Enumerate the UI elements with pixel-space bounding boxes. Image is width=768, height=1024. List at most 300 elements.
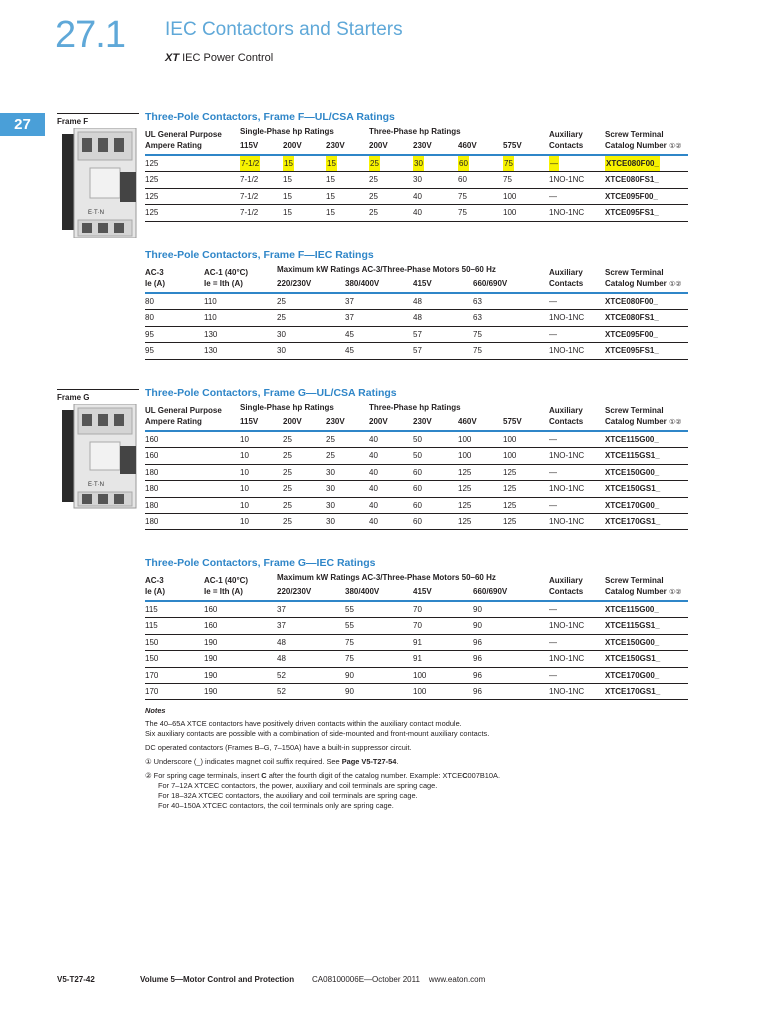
aux-contacts: 1NO-1NC [549,621,585,631]
kw-380v: 45 [345,329,354,339]
table-row [145,327,688,343]
header-ul-b: Ampere Rating [145,141,202,150]
hp-115v: 7-1/2 [240,175,259,185]
table-body [145,156,688,222]
aux-contacts: — [549,467,557,477]
table-row [145,684,688,700]
header-aux-a: Auxiliary [549,130,583,139]
catalog-number: XTCE150G00_ [605,467,660,477]
table-row [145,514,688,530]
hp-460v: 125 [458,467,472,477]
header-220v: 220/230V [277,279,312,288]
catalog-number: XTCE150G00_ [605,637,660,647]
header-single-phase: Single-Phase hp Ratings [240,127,334,136]
header-115v: 115V [240,141,259,150]
hp-115v: 7-1/2 [240,156,260,171]
table-row [145,635,688,651]
aux-contacts: 1NO-1NC [549,654,585,664]
kw-415v: 70 [413,605,422,614]
footnote-1-end: . [396,757,399,766]
kw-415v: 48 [413,313,422,323]
header-ac1: AC-1 (40°C) [204,576,249,585]
header-200v-3ph: 200V [369,417,388,426]
header-cat-text: Catalog Number [605,417,667,426]
chapter-tab: 27 [0,113,45,136]
frame-g-contactor-image [62,404,140,510]
hp-3ph-200v: 40 [369,467,378,477]
footnote-2-line: For 7–12A XTCEC contactors, the power, auxiliary and coil terminals are spring cage. [158,781,438,790]
table-title: Three-Pole Contactors, Frame G—UL/CSA Ratings [145,387,397,399]
hp-230v: 30 [326,467,335,477]
header-aux-b: Contacts [549,279,584,288]
footnote-2-text-d: 007B10A. [467,771,500,780]
hp-230v: 15 [326,208,335,218]
header-ul-b: Ampere Rating [145,417,202,426]
hp-3ph-230v: 60 [413,516,422,526]
ampere-rating: 180 [145,500,159,510]
hp-460v: 75 [458,191,467,201]
kw-415v: 91 [413,654,422,664]
kw-415v: 48 [413,297,422,306]
header-ac3: AC-3 [145,576,164,585]
hp-115v: 10 [240,484,249,494]
table-title: Three-Pole Contactors, Frame F—IEC Ratings [145,249,374,261]
catalog-number: XTCE115G00_ [605,435,659,444]
hp-3ph-230v: 30 [413,156,424,171]
catalog-number: XTCE150GS1_ [605,654,661,664]
footnote-2-line: For 18–32A XTCEC contactors, the auxiliary and coil terminals are spring cage. [158,791,418,800]
hp-200v: 15 [283,208,292,218]
header-cat-a: Screw Terminal [605,268,664,277]
hp-575v: 100 [503,191,517,201]
header-cat-text: Catalog Number [605,279,667,288]
header-cat-b [605,417,682,428]
footnote-2-letter-b: C [462,771,468,780]
ampere-rating: 160 [145,435,159,444]
footnote-2-text: ② For spring cage terminals, insert [145,771,262,780]
hp-3ph-230v: 50 [413,451,422,461]
table-body [145,294,688,360]
kw-220v: 25 [277,297,286,306]
aux-contacts: 1NO-1NC [549,451,585,461]
header-415v: 415V [413,279,432,288]
kw-660v: 90 [473,605,482,614]
hp-200v: 25 [283,467,292,477]
footnote-1 [145,757,685,767]
frame-f-rule [57,113,139,114]
hp-575v: 100 [503,435,517,444]
kw-660v: 96 [473,654,482,664]
publication-info: CA08100006E—October 2011 www.eaton.com [312,975,486,984]
catalog-number: XTCE170GS1_ [605,686,661,696]
table-row [145,602,688,618]
header-230v-3ph: 230V [413,141,432,150]
page-footer [57,975,486,984]
kw-380v: 90 [345,686,354,696]
aux-contacts: — [549,637,557,647]
header-460v: 460V [458,417,477,426]
kw-220v: 37 [277,621,286,631]
hp-115v: 7-1/2 [240,208,259,218]
ac1-ith: 130 [204,329,218,339]
catalog-number: XTCE115GS1_ [605,451,660,461]
ac1-ith: 190 [204,686,218,696]
table-title: Three-Pole Contactors, Frame G—IEC Ratings [145,557,376,569]
header-cat-a: Screw Terminal [605,576,664,585]
frame-f-contactor-image [62,128,140,238]
hp-3ph-200v: 25 [369,175,378,185]
header-230v: 230V [326,417,345,426]
catalog-number: XTCE080F00_ [605,297,658,306]
catalog-number: XTCE150GS1_ [605,484,661,494]
table-row [145,481,688,497]
aux-contacts: — [549,670,557,680]
hp-230v: 25 [326,451,335,461]
header-cat-b [605,141,682,152]
table-row [145,189,688,205]
header-ith: Ie = Ith (A) [204,279,243,288]
footnote-2-letter: C [261,771,267,780]
frame-g-label: Frame G [57,393,90,402]
subtitle-text: IEC Power Control [182,52,274,64]
table-row [145,668,688,684]
frame-f-label: Frame F [57,117,89,126]
hp-3ph-200v: 40 [369,484,378,494]
aux-contacts: 1NO-1NC [549,313,585,323]
kw-660v: 75 [473,329,482,339]
aux-contacts: 1NO-1NC [549,516,585,526]
hp-575v: 125 [503,467,517,477]
header-aux-a: Auxiliary [549,268,583,277]
header-ith: Ie = Ith (A) [204,587,243,596]
header-ul-a: UL General Purpose [145,130,222,139]
header-aux-a: Auxiliary [549,576,583,585]
hp-200v: 15 [283,156,294,171]
kw-380v: 75 [345,637,354,647]
header-ie: Ie (A) [145,587,165,596]
hp-460v: 125 [458,484,472,494]
kw-220v: 30 [277,346,286,356]
hp-115v: 10 [240,467,249,477]
catalog-number: XTCE115G00_ [605,605,659,614]
hp-3ph-200v: 40 [369,516,378,526]
note-line: Six auxiliary contacts are possible with a combination of side-mounted and front-mount auxiliary contacts. [145,729,490,738]
hp-230v: 15 [326,175,335,185]
kw-380v: 37 [345,297,354,306]
header-200v: 200V [283,141,302,150]
header-ul-a: UL General Purpose [145,406,222,415]
catalog-number: XTCE095FS1_ [605,346,659,356]
kw-380v: 37 [345,313,354,323]
table-frame-g-iec [145,557,688,700]
table-row [145,294,688,310]
header-single-phase: Single-Phase hp Ratings [240,403,334,412]
kw-415v: 57 [413,329,422,339]
kw-415v: 91 [413,637,422,647]
kw-415v: 70 [413,621,422,631]
hp-3ph-230v: 60 [413,467,422,477]
table-frame-g-ul [145,387,688,530]
footnote-refs: ①② [669,589,682,596]
footnote-2-text-b: after the fourth digit of the catalog number. Example: XTCE [266,771,463,780]
ac3-ie: 150 [145,654,159,664]
catalog-number: XTCE170G00_ [605,500,660,510]
aux-contacts: 1NO-1NC [549,484,585,494]
table-row [145,651,688,667]
hp-230v: 15 [326,156,337,171]
header-200v-3ph: 200V [369,141,388,150]
header-220v: 220/230V [277,587,312,596]
footnote-2 [145,771,685,781]
aux-contacts: — [549,156,559,171]
footnote-refs: ①② [669,281,682,288]
aux-contacts: — [549,329,557,339]
ac3-ie: 115 [145,605,158,614]
table-row [145,205,688,221]
footnote-refs: ①② [669,419,682,426]
header-cat-a: Screw Terminal [605,406,664,415]
table-header [145,573,688,600]
page-reference-link[interactable]: Page V5-T27-54 [341,757,397,766]
table-row [145,343,688,359]
kw-660v: 63 [473,297,482,306]
kw-220v: 48 [277,637,286,647]
hp-115v: 10 [240,516,249,526]
header-kw: Maximum kW Ratings AC-3/Three-Phase Motors 50–60 Hz [277,573,496,582]
kw-660v: 90 [473,621,482,631]
kw-380v: 90 [345,670,354,680]
hp-200v: 15 [283,175,292,185]
ac3-ie: 80 [145,313,154,323]
volume-title: Volume 5—Motor Control and Protection [140,975,295,984]
header-aux-b: Contacts [549,417,584,426]
kw-660v: 75 [473,346,482,356]
ac3-ie: 170 [145,670,159,680]
hp-575v: 100 [503,208,517,218]
hp-575v: 125 [503,484,517,494]
hp-115v: 10 [240,451,249,461]
hp-115v: 7-1/2 [240,191,259,201]
table-row [145,465,688,481]
catalog-number: XTCE080FS1_ [605,313,659,323]
ac3-ie: 80 [145,297,154,306]
header-three-phase: Three-Phase hp Ratings [369,127,461,136]
header-cat-b [605,587,682,598]
ampere-rating: 125 [145,175,159,185]
aux-contacts: — [549,605,557,614]
svg-text:E·T·N: E·T·N [88,210,104,216]
header-460v: 460V [458,141,477,150]
table-body [145,602,688,700]
header-kw: Maximum kW Ratings AC-3/Three-Phase Motors 50–60 Hz [277,265,496,274]
ampere-rating: 180 [145,516,159,526]
header-415v: 415V [413,587,432,596]
table-row [145,310,688,326]
ampere-rating: 180 [145,467,159,477]
hp-460v: 100 [458,435,472,444]
table-row [145,448,688,464]
header-660v: 660/690V [473,279,508,288]
footnote-1-text: ① Underscore (_) indicates magnet coil suffix required. See [145,757,342,766]
kw-220v: 48 [277,654,286,664]
catalog-number: XTCE115GS1_ [605,621,660,631]
hp-200v: 25 [283,484,292,494]
header-575v: 575V [503,141,522,150]
footnote-2-line: For 40–150A XTCEC contactors, the coil terminals only are spring cage. [158,801,394,810]
ampere-rating: 180 [145,484,159,494]
hp-3ph-230v: 40 [413,191,422,201]
footnote-refs: ①② [669,143,682,150]
catalog-number: XTCE170GS1_ [605,516,661,526]
header-cat-b [605,279,682,290]
section-number: 27.1 [55,14,125,56]
hp-3ph-200v: 25 [369,208,378,218]
hp-3ph-230v: 60 [413,484,422,494]
table-row [145,172,688,188]
hp-3ph-200v: 25 [369,191,378,201]
kw-660v: 63 [473,313,482,323]
brand-xt: XT [165,52,180,64]
notes-heading: Notes [145,706,166,715]
catalog-number: XTCE080F00_ [605,156,660,171]
kw-380v: 75 [345,654,354,664]
ac3-ie: 95 [145,329,154,339]
table-title: Three-Pole Contactors, Frame F—UL/CSA Ratings [145,111,395,123]
header-cat-text: Catalog Number [605,141,667,150]
hp-200v: 25 [283,451,292,461]
ac3-ie: 115 [145,621,158,631]
section-title: IEC Contactors and Starters [165,19,403,40]
hp-3ph-230v: 30 [413,175,422,185]
aux-contacts: — [549,191,557,201]
header-230v: 230V [326,141,345,150]
header-aux-b: Contacts [549,141,584,150]
notes-section [145,706,685,811]
hp-200v: 25 [283,435,292,444]
kw-220v: 37 [277,605,286,614]
hp-115v: 10 [240,435,249,444]
hp-460v: 60 [458,156,469,171]
header-575v: 575V [503,417,522,426]
hp-575v: 75 [503,175,512,185]
page-number: V5-T27-42 [57,975,95,984]
kw-660v: 96 [473,670,482,680]
kw-380v: 55 [345,605,354,614]
hp-3ph-230v: 40 [413,208,422,218]
ampere-rating: 125 [145,191,159,201]
header-ie: Ie (A) [145,279,165,288]
ac3-ie: 150 [145,637,159,647]
hp-575v: 125 [503,516,517,526]
table-header [145,265,688,292]
ac1-ith: 160 [204,621,218,631]
header-aux-a: Auxiliary [549,406,583,415]
hp-575v: 100 [503,451,517,461]
header-ac1: AC-1 (40°C) [204,268,249,277]
kw-415v: 57 [413,346,422,356]
kw-660v: 96 [473,686,482,696]
kw-415v: 100 [413,686,427,696]
note-line: The 40–65A XTCE contactors have positively driven contacts within the auxiliary contact module. [145,719,462,728]
header-cat-a: Screw Terminal [605,130,664,139]
header-cat-text: Catalog Number [605,587,667,596]
header-380v: 380/400V [345,279,380,288]
kw-220v: 30 [277,329,286,339]
ac1-ith: 190 [204,670,218,680]
hp-3ph-230v: 50 [413,435,422,444]
hp-3ph-200v: 40 [369,500,378,510]
hp-230v: 30 [326,516,335,526]
svg-text:E·T·N: E·T·N [88,482,104,488]
header-660v: 660/690V [473,587,508,596]
ac3-ie: 170 [145,686,159,696]
header-200v: 200V [283,417,302,426]
table-frame-f-iec [145,249,688,360]
ac1-ith: 130 [204,346,218,356]
ampere-rating: 125 [145,208,159,218]
catalog-number: XTCE095FS1_ [605,208,659,218]
table-header [145,127,688,154]
hp-460v: 60 [458,175,467,185]
hp-200v: 15 [283,191,292,201]
note-line: DC operated contactors (Frames B–G, 7–150A) have a built-in suppressor circuit. [145,743,412,752]
table-body [145,432,688,530]
ampere-rating: 160 [145,451,159,461]
header-aux-b: Contacts [549,587,584,596]
hp-460v: 125 [458,500,472,510]
kw-220v: 52 [277,670,286,680]
ampere-rating: 125 [145,159,159,168]
header-230v-3ph: 230V [413,417,432,426]
catalog-number: XTCE170G00_ [605,670,660,680]
table-frame-f-ul [145,111,688,222]
hp-3ph-230v: 60 [413,500,422,510]
hp-115v: 10 [240,500,249,510]
ac3-ie: 95 [145,346,154,356]
aux-contacts: 1NO-1NC [549,208,585,218]
kw-380v: 55 [345,621,354,631]
hp-200v: 25 [283,500,292,510]
aux-contacts: 1NO-1NC [549,346,585,356]
aux-contacts: 1NO-1NC [549,175,585,185]
header-115v: 115V [240,417,259,426]
hp-460v: 125 [458,516,472,526]
table-row [145,432,688,448]
catalog-number: XTCE095F00_ [605,329,658,339]
hp-460v: 100 [458,451,472,461]
hp-575v: 125 [503,500,517,510]
table-row [145,618,688,634]
section-subtitle [165,52,273,64]
hp-200v: 25 [283,516,292,526]
ac1-ith: 110 [204,297,217,306]
catalog-number: XTCE080FS1_ [605,175,659,185]
hp-460v: 75 [458,208,467,218]
hp-230v: 30 [326,484,335,494]
aux-contacts: — [549,500,557,510]
hp-230v: 30 [326,500,335,510]
header-ac3: AC-3 [145,268,164,277]
kw-380v: 45 [345,346,354,356]
hp-3ph-200v: 25 [369,156,380,171]
hp-230v: 25 [326,435,335,444]
table-row [145,498,688,514]
hp-3ph-200v: 40 [369,435,378,444]
catalog-number: XTCE095F00_ [605,191,658,201]
kw-220v: 52 [277,686,286,696]
ac1-ith: 190 [204,654,218,664]
header-380v: 380/400V [345,587,380,596]
